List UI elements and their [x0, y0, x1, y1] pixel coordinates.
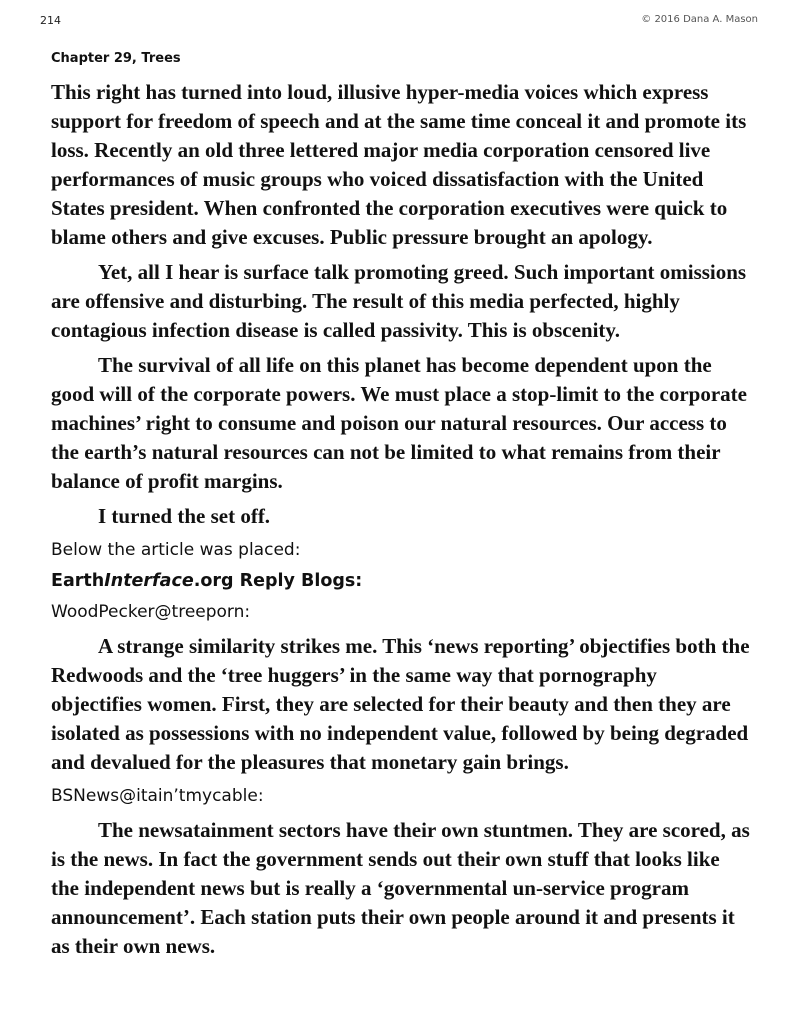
below-article-label: Below the article was placed: — [51, 540, 301, 560]
chapter-title: Chapter 29, Trees — [51, 51, 181, 66]
blog-user-woodpecker: WoodPecker@treeporn: — [51, 602, 251, 622]
blog-user-bsnews: BSNews@itain’tmycable: — [51, 786, 264, 806]
paragraph-3: The survival of all life on this planet has become dependent upon the good will of the corporate powers. We must place a stop-limit to the corporate machines’ right to consume and poison our natural resources. Our access to the earth’s natural resources can not be limited to what remains from their balance of profit margins. — [51, 353, 747, 493]
paragraph-4: I turned the set off. — [98, 504, 271, 528]
blog-heading — [51, 570, 751, 592]
page-number: 214 — [40, 14, 61, 27]
blog-heading-suffix: .org Reply Blogs: — [193, 571, 363, 591]
blog-heading-interface: Interface — [104, 571, 194, 591]
copyright-notice: © 2016 Dana A. Mason — [641, 14, 758, 25]
paragraph-6: The newsatainment sectors have their own stuntmen. They are scored, as is the news. In fact the government sends out their own stuff that looks like the independent news but is really a ‘governmental un-service program announcement’. Each station puts their own people around it and presents it as their own news. — [51, 818, 750, 958]
blog-heading-earth: Earth — [51, 571, 105, 591]
paragraph-2: Yet, all I hear is surface talk promoting greed. Such important omissions are offensive and disturbing. The result of this media perfected, highly contagious infection disease is called passivity. This is obscenity. — [51, 260, 747, 342]
page-body — [51, 78, 751, 967]
paragraph-1: This right has turned into loud, illusive hyper-media voices which express support for freedom of speech and at the same time conceal it and promote its loss. Recently an old three lettered major media corporation censored live performances of music groups who voiced dissatisfaction with the United States president. When confronted the corporation executives were quick to blame others and give excuses. Public pressure brought an apology. — [51, 80, 747, 249]
paragraph-5: A strange similarity strikes me. This ‘news reporting’ objectifies both the Redwoods and the ‘tree huggers’ in the same way that pornography objectifies women. First, they are selected for their beauty and then they are isolated as possessions with no independent value, followed by being degraded and devalued for the pleasures that monetary gain brings. — [51, 634, 750, 774]
